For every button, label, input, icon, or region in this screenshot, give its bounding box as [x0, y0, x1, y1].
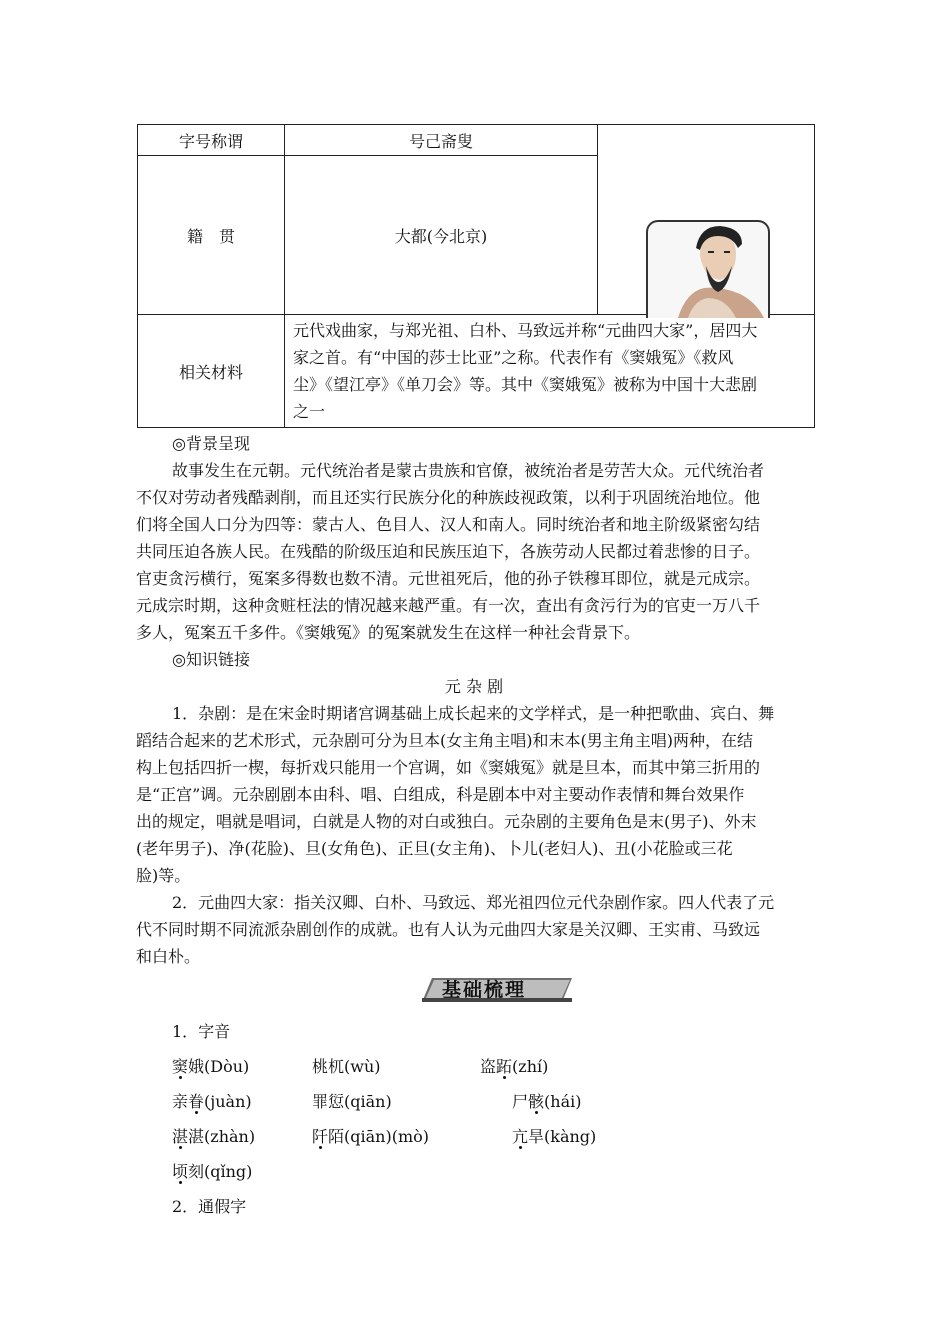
- vocab-item: 阡陌(qiān)(mò): [312, 1127, 429, 1146]
- background-heading: ◎背景呈现: [172, 434, 250, 453]
- vocab-item: 尸骸(hái): [512, 1092, 582, 1111]
- section-banner: [172, 970, 812, 1014]
- text-line: 蹈结合起来的艺术形式，元杂剧可分为旦本(女主角主唱)和末本(男主角主唱)两种，在结: [136, 731, 753, 750]
- text-line: 官吏贪污横行，冤案多得数也数不清。元世祖死后，他的孙子铁穆耳即位，就是元成宗。: [136, 569, 761, 588]
- section-title: 基础梳理: [442, 979, 527, 1001]
- value-hometown: 大都(今北京): [285, 156, 598, 315]
- portrait-cell: [598, 125, 815, 315]
- text-line: 1．杂剧：是在宋金时期诸宫调基础上成长起来的文学样式，是一种把歌曲、宾白、舞: [172, 704, 775, 723]
- materials-line: 家之首。有“中国的莎士比亚”之称。代表作有《窦娥冤》《救风: [293, 348, 734, 367]
- knowledge-heading: ◎知识链接: [172, 650, 250, 669]
- label-hometown: 籍 贯: [138, 156, 285, 315]
- knowledge-item-1: [136, 700, 812, 889]
- label-style-name: 字号称谓: [138, 125, 285, 156]
- text-line: 2．元曲四大家：指关汉卿、白朴、马致远、郑光祖四位元代杂剧作家。四人代表了元: [172, 893, 775, 912]
- vocab-item: 盗跖(zhí): [480, 1057, 549, 1076]
- vocab-row: [172, 1154, 812, 1189]
- text-line: 代不同时期不同流派杂剧创作的成就。也有人认为元曲四大家是关汉卿、王实甫、马致远: [136, 920, 761, 939]
- background-paragraph: [136, 457, 812, 646]
- text-line: 故事发生在元朝。元代统治者是蒙古贵族和官僚，被统治者是劳苦大众。元代统治者: [172, 461, 765, 480]
- label-materials: 相关材料: [138, 315, 285, 428]
- author-info-table: [137, 124, 815, 428]
- text-line: 是“正宫”调。元杂剧剧本由科、唱、白组成，科是剧本中对主要动作表情和舞台效果作: [136, 785, 745, 804]
- value-style-name: 号己斋叟: [285, 125, 598, 156]
- text-line: 们将全国人口分为四等：蒙古人、色目人、汉人和南人。同时统治者和地主阶级紧密勾结: [136, 515, 761, 534]
- knowledge-item-2: [136, 889, 812, 970]
- text-line: 不仅对劳动者残酷剥削，而且还实行民族分化的种族歧视政策，以利于巩固统治地位。他: [136, 488, 761, 507]
- vocab-item: 亲眷(juàn): [172, 1092, 252, 1111]
- text-line: 构上包括四折一楔，每折戏只能用一个宫调，如《窦娥冤》就是旦本，而其中第三折用的: [136, 758, 761, 777]
- vocab-row: [172, 1119, 812, 1154]
- main-content: [136, 430, 812, 1224]
- text-line: 出的规定，唱就是唱词，白就是人物的对白或独白。元杂剧的主要角色是末(男子)、外末: [136, 812, 757, 831]
- text-line: 多人，冤案五千多件。《窦娥冤》的冤案就发生在这样一种社会背景下。: [136, 623, 641, 642]
- value-materials: [285, 315, 815, 428]
- tongjia-heading: 2．通假字: [172, 1197, 247, 1216]
- knowledge-subtitle: 元 杂 剧: [444, 677, 504, 696]
- vocab-item: 顷刻(qǐng): [172, 1162, 253, 1181]
- text-line: 共同压迫各族人民。在残酷的阶级压迫和民族压迫下，各族劳动人民都过着悲惨的日子。: [136, 542, 761, 561]
- pronunciation-heading: 1．字音: [172, 1022, 231, 1041]
- materials-line: 之一: [293, 402, 326, 421]
- vocab-item: 桃杌(wù): [312, 1057, 381, 1076]
- materials-line: 尘》《望江亭》《单刀会》等。其中《窦娥冤》被称为中国十大悲剧: [293, 375, 758, 394]
- vocab-item: 亢旱(kàng): [512, 1127, 597, 1146]
- materials-line: 元代戏曲家，与郑光祖、白朴、马致远并称“元曲四大家”，居四大: [293, 321, 758, 340]
- author-portrait: [646, 220, 770, 318]
- vocab-item: 湛湛(zhàn): [172, 1127, 256, 1146]
- text-line: 元成宗时期，这种贪赃枉法的情况越来越严重。有一次，查出有贪污行为的官吏一万八千: [136, 596, 761, 615]
- vocab-item: 窦娥(Dòu): [172, 1057, 250, 1076]
- vocab-item: 罪愆(qiān): [312, 1092, 392, 1111]
- text-line: 脸)等。: [136, 866, 191, 885]
- text-line: (老年男子)、净(花脸)、旦(女角色)、正旦(女主角)、卜儿(老妇人)、丑(小花脸或三花: [136, 839, 733, 858]
- vocab-row: [172, 1049, 812, 1084]
- text-line: 和白朴。: [136, 947, 201, 966]
- vocab-row: [172, 1084, 812, 1119]
